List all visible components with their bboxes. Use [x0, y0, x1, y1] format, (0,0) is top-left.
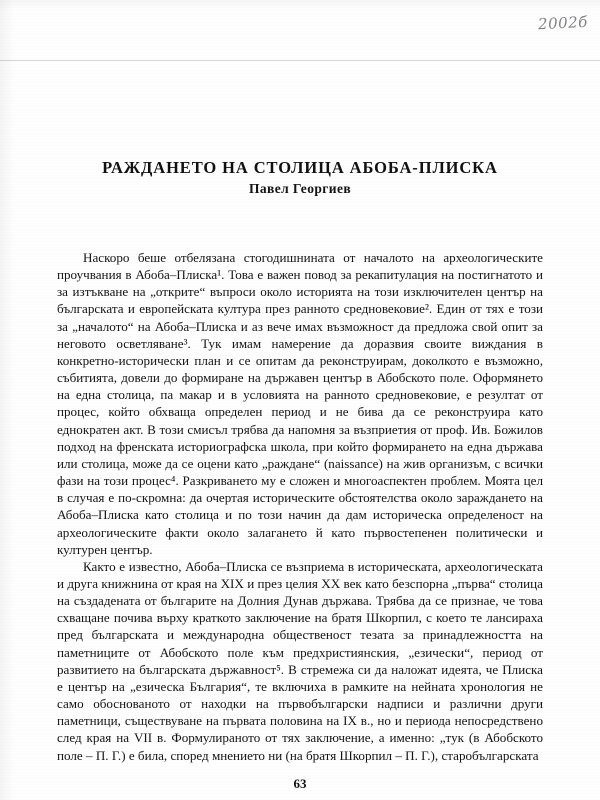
- scan-artifact-line: [0, 60, 600, 61]
- page-number: 63: [293, 776, 307, 791]
- handwritten-annotation: 2002б: [537, 12, 589, 34]
- paragraph-2: Както е известно, Абоба–Плиска се възприема в историческата, археологическата и друга книжнина от края на XIX и през целия XX век като безспорна „първа“ столица на създадената от българите на Долния Дунав държава. Трябва да се признае, че това схващане почива върху краткото заключение на братя Шкорпил, с което те лансираха пред българската и международна общественост тезата за принадлежността на паметниците от Абобското поле към предхристиянския, „езически“, период от развитието на българската държавност⁵. В стремежа си да наложат идеята, че Плиска е център на „езическа България“, те включиха в рамките на нейната хронология не само обоснованото от находки на първобългарски надписи и различни други паметници, съществуване на първата половина на IX в., но и периода непосредствено след края на VII в. Формулираното от тях заключение, а именно: „тук (в Абобското поле – П. Г.) е била, според мнението ни (на братя Шкорпил – П. Г.), старобългарската: [57, 558, 543, 763]
- body-text: [57, 249, 543, 764]
- scan-edge-shadow-top: [0, 0, 600, 10]
- author-byline: Павел Георгиев: [248, 181, 352, 196]
- scan-edge-shadow-left: [0, 0, 14, 800]
- page-title: РАЖДАНЕТО НА СТОЛИЦА АБОБА-ПЛИСКА: [102, 158, 498, 178]
- paragraph-1: Наскоро беше отбелязана стогодишнината от началото на археологическите проучвания в Абоба–Плиска¹. Това е важен повод за рекапитулация на постигнатото и за изтъкване на „открите“ въпроси около историята на този изключителен център на българската и европейската култура през раннoто средновековие². Един от тях е този за „началото“ на Абоба–Плиска и аз вече имах възможност да предложа свой опит за неговото осветляване³. Тук имам намерение да доразвия своите виждания в конкретно-исторически план и се опитам да реконструирам, доколкото е възможно, събитията, довели до формиране на държавен център в Абобското поле. Оформянето на една столица, па макар и в условията на раннoто средновековие, е резултат от процес, който обхваща определен период и не бива да се реконструира като еднократен акт. В този смисъл трябва да напомня за възприетия от проф. Ив. Божилов подход на френската историографска школа, при който формирането на една държава или столица, може да се оцени като „раждане“ (naissance) на жив организъм, с всички фази на този процес⁴. Разкриването му е сложен и многоаспектен проблем. Моята цел в случая е по-скромна: да очертая историческите обстоятелства около зараждането на Абоба–Плиска като столица и по този начин да дам историческа определеност на археологическите факти около залагането й като първостепенен политически и културен център.: [57, 250, 543, 557]
